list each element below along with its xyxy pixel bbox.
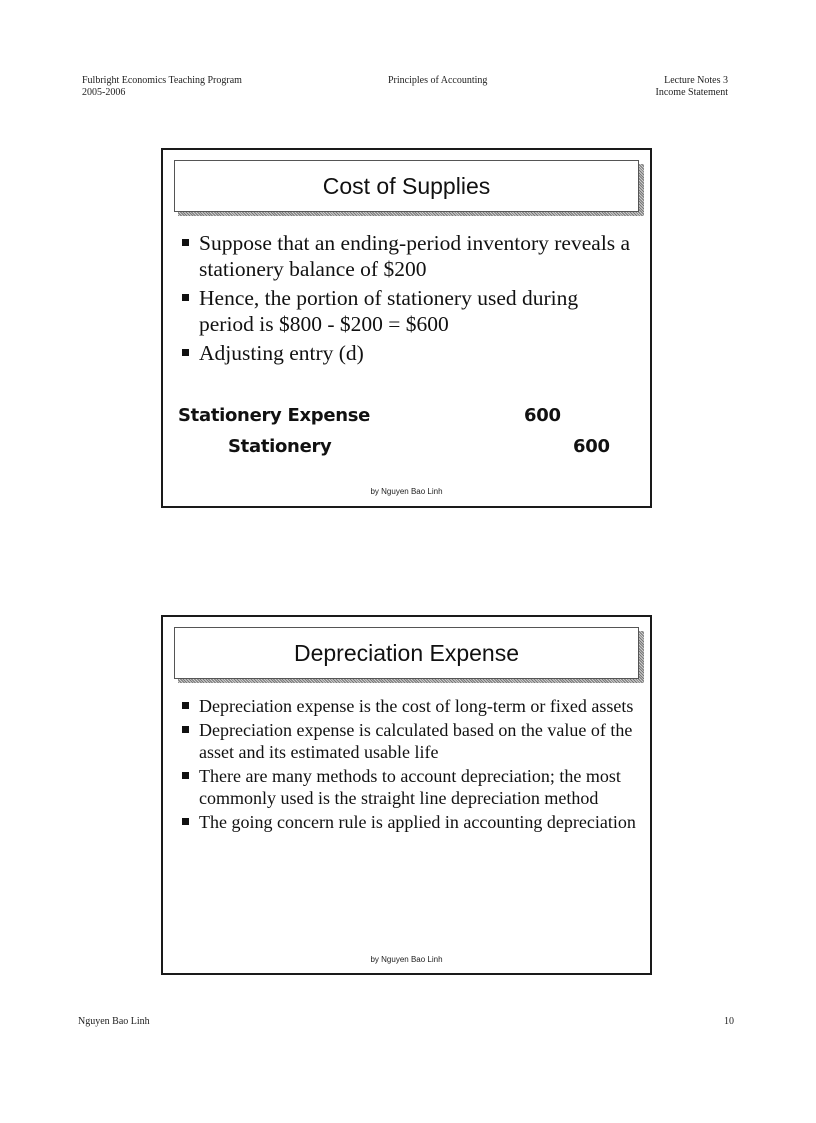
slide-byline: by Nguyen Bao Linh — [370, 955, 443, 964]
bullet-square-icon — [182, 239, 189, 246]
bullet-item: Hence, the portion of stationery used during period is $800 - $200 = $600 — [180, 285, 635, 337]
bullet-square-icon — [182, 349, 189, 356]
bullet-item: Depreciation expense is calculated based on the value of the asset and its estimated usable life — [180, 719, 640, 764]
journal-debit-amount: 600 — [524, 405, 561, 426]
bullet-item: Adjusting entry (d) — [180, 340, 635, 366]
header-lecture: Lecture Notes 3 — [664, 75, 728, 86]
title-shadow — [639, 164, 644, 216]
slide-title-box — [174, 160, 639, 212]
header-course: Principles of Accounting — [388, 75, 488, 86]
slide-byline: by Nguyen Bao Linh — [370, 487, 443, 496]
journal-debit-account: Stationery Expense — [178, 405, 371, 426]
journal-credit-amount: 600 — [573, 436, 610, 457]
slide-title: Depreciation Expense — [293, 639, 520, 666]
bullet-square-icon — [182, 772, 189, 779]
title-shadow — [178, 212, 644, 216]
title-shadow — [639, 631, 644, 683]
bullet-list — [180, 230, 635, 369]
bullet-item: Depreciation expense is the cost of long-term or fixed assets — [180, 695, 640, 718]
slide-cost-of-supplies — [161, 148, 652, 508]
header-topic: Income Statement — [655, 87, 728, 98]
header-right — [656, 75, 728, 99]
bullet-square-icon — [182, 726, 189, 733]
bullet-item: The going concern rule is applied in accounting depreciation — [180, 811, 640, 834]
header-left — [82, 75, 242, 99]
title-shadow — [178, 679, 644, 683]
slide-depreciation-expense — [161, 615, 652, 975]
journal-credit-account: Stationery — [228, 436, 332, 457]
header-program: Fulbright Economics Teaching Program — [82, 75, 242, 86]
footer-author: Nguyen Bao Linh — [78, 1016, 150, 1027]
bullet-item: Suppose that an ending-period inventory reveals a stationery balance of $200 — [180, 230, 635, 282]
bullet-item: There are many methods to account depreciation; the most commonly used is the straight line depreciation method — [180, 765, 640, 810]
bullet-square-icon — [182, 702, 189, 709]
header-year: 2005-2006 — [82, 87, 126, 98]
bullet-square-icon — [182, 294, 189, 301]
bullet-square-icon — [182, 818, 189, 825]
page-number: 10 — [724, 1016, 734, 1027]
bullet-list — [180, 695, 640, 834]
slide-title: Cost of Supplies — [322, 172, 491, 199]
slide-title-box — [174, 627, 639, 679]
